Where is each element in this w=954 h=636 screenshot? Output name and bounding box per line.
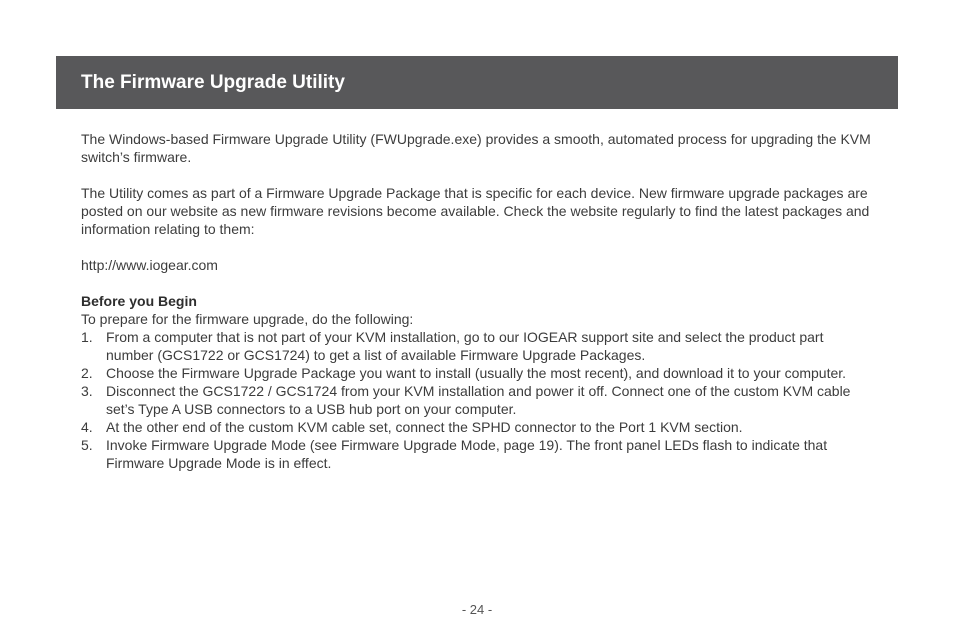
section-header-bar: [56, 56, 898, 109]
intro-paragraph: The Windows-based Firmware Upgrade Utility (FWUpgrade.exe) provides a smooth, automated process for upgrading the KVM switch’s firmware.: [81, 131, 871, 165]
step-text: At the other end of the custom KVM cable set, connect the SPHD connector to the Port 1 KVM section.: [106, 419, 743, 435]
step-number: 4.: [81, 419, 93, 435]
section-title: The Firmware Upgrade Utility: [81, 72, 345, 93]
step-number: 5.: [81, 437, 93, 453]
paragraph-spacer: [81, 274, 871, 292]
step-number: 2.: [81, 365, 93, 381]
step-text: Invoke Firmware Upgrade Mode (see Firmware Upgrade Mode, page 19). The front panel LEDs flash to indicate that Firmware Upgrade Mode is in effect.: [106, 437, 828, 471]
step-text: Choose the Firmware Upgrade Package you want to install (usually the most recent), and download it to your computer.: [106, 365, 847, 381]
website-link[interactable]: http://www.iogear.com: [81, 257, 218, 273]
step-text: Disconnect the GCS1722 / GCS1724 from your KVM installation and power it off. Connect one of the custom KVM cable set’s Type A USB connectors to a USB hub port on your computer.: [106, 383, 851, 417]
list-item-step-3: [81, 382, 871, 418]
step-number: 3.: [81, 383, 93, 399]
before-you-begin-heading: Before you Begin: [81, 293, 197, 309]
paragraph-spacer: [81, 238, 871, 256]
list-item-step-2: [81, 364, 871, 382]
package-paragraph: The Utility comes as part of a Firmware Upgrade Package that is specific for each device. New firmware upgrade packages are posted on our website as new firmware revisions become available. Check the website regularly to find the latest packages and information relating to them:: [81, 185, 870, 237]
steps-list: [81, 328, 871, 472]
page-number: - 24 -: [461, 602, 493, 617]
step-number: 1.: [81, 329, 93, 345]
paragraph-spacer: [81, 166, 871, 184]
list-item-step-4: [81, 418, 871, 436]
page-content: [81, 130, 871, 472]
list-item-step-1: [81, 328, 871, 364]
steps-intro: To prepare for the firmware upgrade, do the following:: [81, 311, 414, 327]
list-item-step-5: [81, 436, 871, 472]
step-text: From a computer that is not part of your KVM installation, go to our IOGEAR support site and select the product part number (GCS1722 or GCS1724) to get a list of available Firmware Upgrade Packages.: [106, 329, 824, 363]
